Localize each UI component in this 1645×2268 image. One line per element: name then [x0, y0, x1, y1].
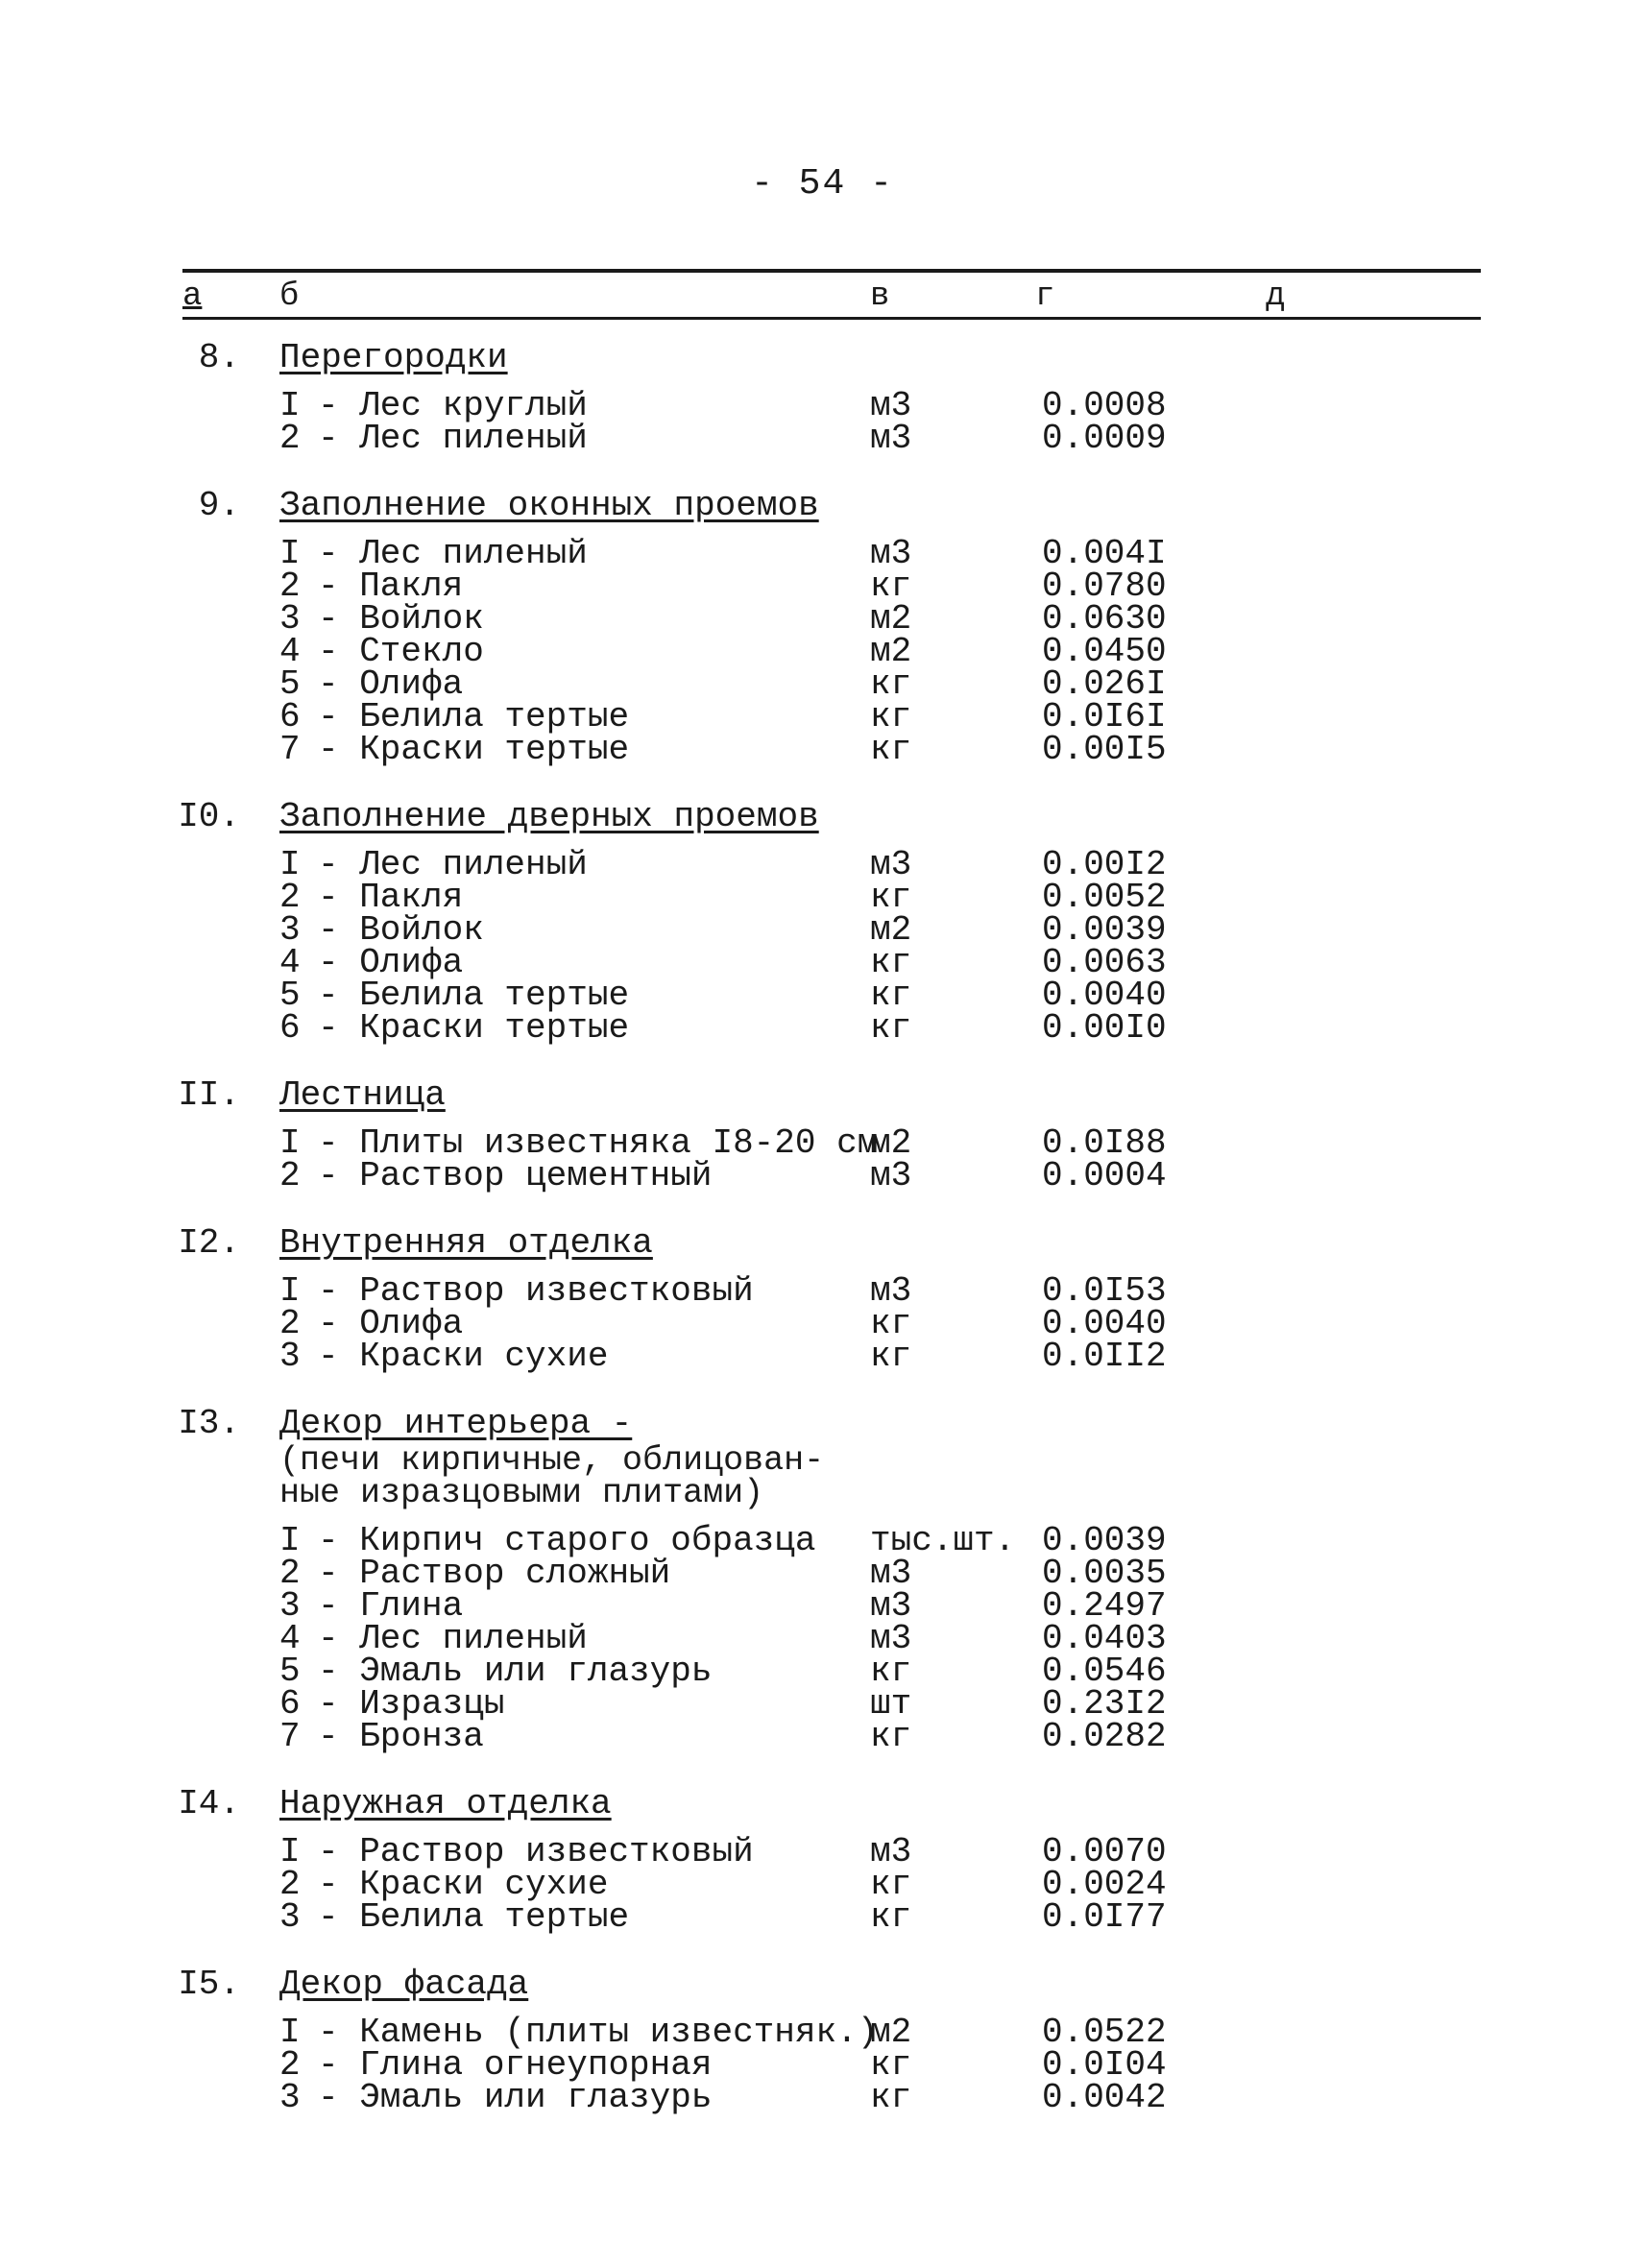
material-row	[0, 2078, 1645, 2117]
item-unit: м3	[870, 419, 912, 458]
item-value: 0.026I	[1042, 664, 1167, 704]
item-unit: м3	[870, 1832, 912, 1871]
material-row	[0, 910, 1645, 950]
header-bottom-rule	[182, 317, 1481, 320]
item-number: 6	[279, 1008, 301, 1048]
item-name: - Раствор цементный	[318, 1156, 713, 1195]
section-title: Декор интерьера -	[279, 1404, 633, 1443]
item-value: 0.2497	[1042, 1586, 1167, 1626]
material-row	[0, 1008, 1645, 1048]
item-number: 3	[279, 599, 301, 639]
item-unit: м2	[870, 910, 912, 950]
item-value: 0.00I0	[1042, 1008, 1167, 1048]
item-name: - Олифа	[318, 943, 464, 982]
material-row	[0, 1717, 1645, 1756]
item-number: 2	[279, 1304, 301, 1343]
item-unit: кг	[870, 878, 912, 917]
item-number: 4	[279, 943, 301, 982]
section-title: Декор фасада	[279, 1965, 529, 2004]
item-name: - Войлок	[318, 599, 484, 639]
section-header	[0, 338, 1645, 377]
item-value: 0.0040	[1042, 976, 1167, 1015]
section	[0, 1223, 1645, 1376]
item-name: - Пакля	[318, 878, 464, 917]
item-name: - Белила тертые	[318, 697, 630, 736]
section-header	[0, 1784, 1645, 1823]
item-number: 2	[279, 567, 301, 606]
item-number: 5	[279, 664, 301, 704]
item-value: 0.0004	[1042, 1156, 1167, 1195]
item-value: 0.0042	[1042, 2078, 1167, 2117]
item-name: - Пакля	[318, 567, 464, 606]
material-row	[0, 845, 1645, 884]
item-value: 0.0039	[1042, 1521, 1167, 1560]
material-row	[0, 1304, 1645, 1343]
item-value: 0.0II2	[1042, 1337, 1167, 1376]
item-number: I	[279, 386, 301, 425]
item-number: I	[279, 1271, 301, 1311]
item-unit: м3	[870, 845, 912, 884]
item-unit: кг	[870, 1717, 912, 1756]
item-number: I	[279, 845, 301, 884]
item-name: - Эмаль или глазурь	[318, 2078, 713, 2117]
item-name: - Лес пиленый	[318, 845, 588, 884]
item-number: I	[279, 534, 301, 573]
item-name: - Раствор известковый	[318, 1832, 754, 1871]
item-number: 6	[279, 1684, 301, 1724]
item-unit: кг	[870, 567, 912, 606]
material-row	[0, 1586, 1645, 1626]
material-row	[0, 632, 1645, 671]
section-header	[0, 1223, 1645, 1263]
column-header-d: д	[1266, 278, 1286, 315]
header-top-rule	[182, 269, 1481, 273]
item-unit: м3	[870, 534, 912, 573]
item-value: 0.0035	[1042, 1554, 1167, 1593]
item-name: - Глина	[318, 1586, 464, 1626]
item-name: - Лес пиленый	[318, 534, 588, 573]
item-number: 3	[279, 1337, 301, 1376]
item-number: 3	[279, 1586, 301, 1626]
item-unit: кг	[870, 976, 912, 1015]
section-number: I3.	[178, 1404, 240, 1443]
item-unit: кг	[870, 1304, 912, 1343]
item-value: 0.0009	[1042, 419, 1167, 458]
section-number: I2.	[178, 1223, 240, 1263]
page-number: - 54 -	[751, 163, 894, 205]
item-value: 0.00I5	[1042, 730, 1167, 769]
material-row	[0, 1832, 1645, 1871]
item-value: 0.0008	[1042, 386, 1167, 425]
item-unit: кг	[870, 1897, 912, 1937]
section-note: (печи кирпичные, облицован- ные изразцовыми плитами)	[279, 1441, 825, 1512]
section-header	[0, 1075, 1645, 1115]
section-title: Наружная отделка	[279, 1784, 612, 1823]
item-number: 7	[279, 730, 301, 769]
item-number: I	[279, 2013, 301, 2052]
item-name: - Краски сухие	[318, 1337, 609, 1376]
material-row	[0, 1865, 1645, 1904]
item-value: 0.0450	[1042, 632, 1167, 671]
item-name: - Краски сухие	[318, 1865, 609, 1904]
item-name: - Белила тертые	[318, 1897, 630, 1937]
item-unit: кг	[870, 1652, 912, 1691]
item-unit: кг	[870, 2045, 912, 2085]
material-row	[0, 419, 1645, 458]
material-row	[0, 1652, 1645, 1691]
item-value: 0.0I04	[1042, 2045, 1167, 2085]
item-value: 0.00I2	[1042, 845, 1167, 884]
item-number: 7	[279, 1717, 301, 1756]
item-name: - Белила тертые	[318, 976, 630, 1015]
item-number: 2	[279, 1865, 301, 1904]
item-unit: кг	[870, 2078, 912, 2117]
item-value: 0.0282	[1042, 1717, 1167, 1756]
section-title: Заполнение оконных проемов	[279, 486, 819, 525]
item-unit: м2	[870, 599, 912, 639]
material-row	[0, 697, 1645, 736]
item-unit: м2	[870, 632, 912, 671]
material-row	[0, 664, 1645, 704]
material-row	[0, 2013, 1645, 2052]
item-name: - Эмаль или глазурь	[318, 1652, 713, 1691]
item-value: 0.0039	[1042, 910, 1167, 950]
material-row	[0, 1684, 1645, 1724]
section-header	[0, 486, 1645, 525]
item-unit: м3	[870, 1554, 912, 1593]
section-number: 9.	[198, 486, 240, 525]
item-value: 0.0024	[1042, 1865, 1167, 1904]
item-name: - Плиты известняка I8-20 см	[318, 1123, 879, 1163]
section-number: 8.	[198, 338, 240, 377]
material-row	[0, 1123, 1645, 1163]
section-header	[0, 1404, 1645, 1443]
item-name: - Олифа	[318, 664, 464, 704]
item-number: 2	[279, 878, 301, 917]
item-unit: м2	[870, 2013, 912, 2052]
item-unit: кг	[870, 1865, 912, 1904]
section	[0, 1965, 1645, 2117]
item-number: I	[279, 1832, 301, 1871]
section	[0, 338, 1645, 458]
item-name: - Краски тертые	[318, 1008, 630, 1048]
item-value: 0.0I77	[1042, 1897, 1167, 1937]
item-number: 5	[279, 976, 301, 1015]
item-name: - Краски тертые	[318, 730, 630, 769]
item-number: 2	[279, 2045, 301, 2085]
item-number: 3	[279, 2078, 301, 2117]
item-number: 4	[279, 1619, 301, 1658]
item-number: 6	[279, 697, 301, 736]
section	[0, 1404, 1645, 1756]
item-unit: кг	[870, 1008, 912, 1048]
material-row	[0, 1271, 1645, 1311]
section	[0, 1075, 1645, 1195]
item-number: 3	[279, 910, 301, 950]
material-row	[0, 1521, 1645, 1560]
item-name: - Лес круглый	[318, 386, 588, 425]
item-number: 2	[279, 419, 301, 458]
material-row	[0, 1337, 1645, 1376]
material-row	[0, 567, 1645, 606]
item-value: 0.0546	[1042, 1652, 1167, 1691]
item-value: 0.0052	[1042, 878, 1167, 917]
column-header-b: б	[279, 278, 300, 315]
item-unit: м3	[870, 1271, 912, 1311]
item-name: - Изразцы	[318, 1684, 505, 1724]
item-name: - Лес пиленый	[318, 419, 588, 458]
item-number: 3	[279, 1897, 301, 1937]
section-number: II.	[178, 1075, 240, 1115]
item-value: 0.0070	[1042, 1832, 1167, 1871]
section	[0, 486, 1645, 769]
section-title: Внутренняя отделка	[279, 1223, 653, 1263]
materials-list	[0, 338, 1645, 2149]
item-name: - Раствор известковый	[318, 1271, 754, 1311]
item-name: - Камень (плиты известняк.)	[318, 2013, 879, 2052]
material-row	[0, 1156, 1645, 1195]
item-value: 0.0630	[1042, 599, 1167, 639]
section-number: I5.	[178, 1965, 240, 2004]
material-row	[0, 1619, 1645, 1658]
material-row	[0, 1554, 1645, 1593]
section-header	[0, 797, 1645, 836]
section	[0, 1784, 1645, 1937]
item-unit: кг	[870, 697, 912, 736]
material-row	[0, 976, 1645, 1015]
item-unit: тыс.шт.	[870, 1521, 1016, 1560]
item-unit: кг	[870, 943, 912, 982]
item-value: 0.0403	[1042, 1619, 1167, 1658]
item-value: 0.0I6I	[1042, 697, 1167, 736]
item-value: 0.0040	[1042, 1304, 1167, 1343]
item-name: - Кирпич старого образца	[318, 1521, 816, 1560]
section-title: Перегородки	[279, 338, 508, 377]
item-unit: кг	[870, 730, 912, 769]
material-row	[0, 534, 1645, 573]
material-row	[0, 386, 1645, 425]
item-unit: шт	[870, 1684, 912, 1724]
material-row	[0, 730, 1645, 769]
item-number: I	[279, 1123, 301, 1163]
item-unit: м3	[870, 386, 912, 425]
material-row	[0, 2045, 1645, 2085]
section-title: Лестница	[279, 1075, 446, 1115]
item-number: 2	[279, 1554, 301, 1593]
section-header	[0, 1965, 1645, 2004]
item-number: 5	[279, 1652, 301, 1691]
item-name: - Лес пиленый	[318, 1619, 588, 1658]
material-row	[0, 878, 1645, 917]
material-row	[0, 599, 1645, 639]
item-name: - Стекло	[318, 632, 484, 671]
column-header-a: а	[182, 278, 203, 315]
item-name: - Глина огнеупорная	[318, 2045, 713, 2085]
section-number: I0.	[178, 797, 240, 836]
item-unit: кг	[870, 1337, 912, 1376]
item-name: - Олифа	[318, 1304, 464, 1343]
item-number: 4	[279, 632, 301, 671]
item-unit: м3	[870, 1156, 912, 1195]
material-row	[0, 943, 1645, 982]
material-row	[0, 1897, 1645, 1937]
item-value: 0.23I2	[1042, 1684, 1167, 1724]
item-unit: м3	[870, 1586, 912, 1626]
item-name: - Бронза	[318, 1717, 484, 1756]
column-header-v: в	[870, 278, 890, 315]
item-unit: м2	[870, 1123, 912, 1163]
section-number: I4.	[178, 1784, 240, 1823]
item-unit: м3	[870, 1619, 912, 1658]
item-value: 0.0I88	[1042, 1123, 1167, 1163]
column-header-g: г	[1035, 278, 1055, 315]
item-number: I	[279, 1521, 301, 1560]
item-value: 0.0522	[1042, 2013, 1167, 2052]
section-title: Заполнение дверных проемов	[279, 797, 819, 836]
item-value: 0.004I	[1042, 534, 1167, 573]
item-unit: кг	[870, 664, 912, 704]
item-value: 0.0063	[1042, 943, 1167, 982]
item-name: - Раствор сложный	[318, 1554, 671, 1593]
item-name: - Войлок	[318, 910, 484, 950]
item-number: 2	[279, 1156, 301, 1195]
item-value: 0.0780	[1042, 567, 1167, 606]
section	[0, 797, 1645, 1048]
item-value: 0.0I53	[1042, 1271, 1167, 1311]
